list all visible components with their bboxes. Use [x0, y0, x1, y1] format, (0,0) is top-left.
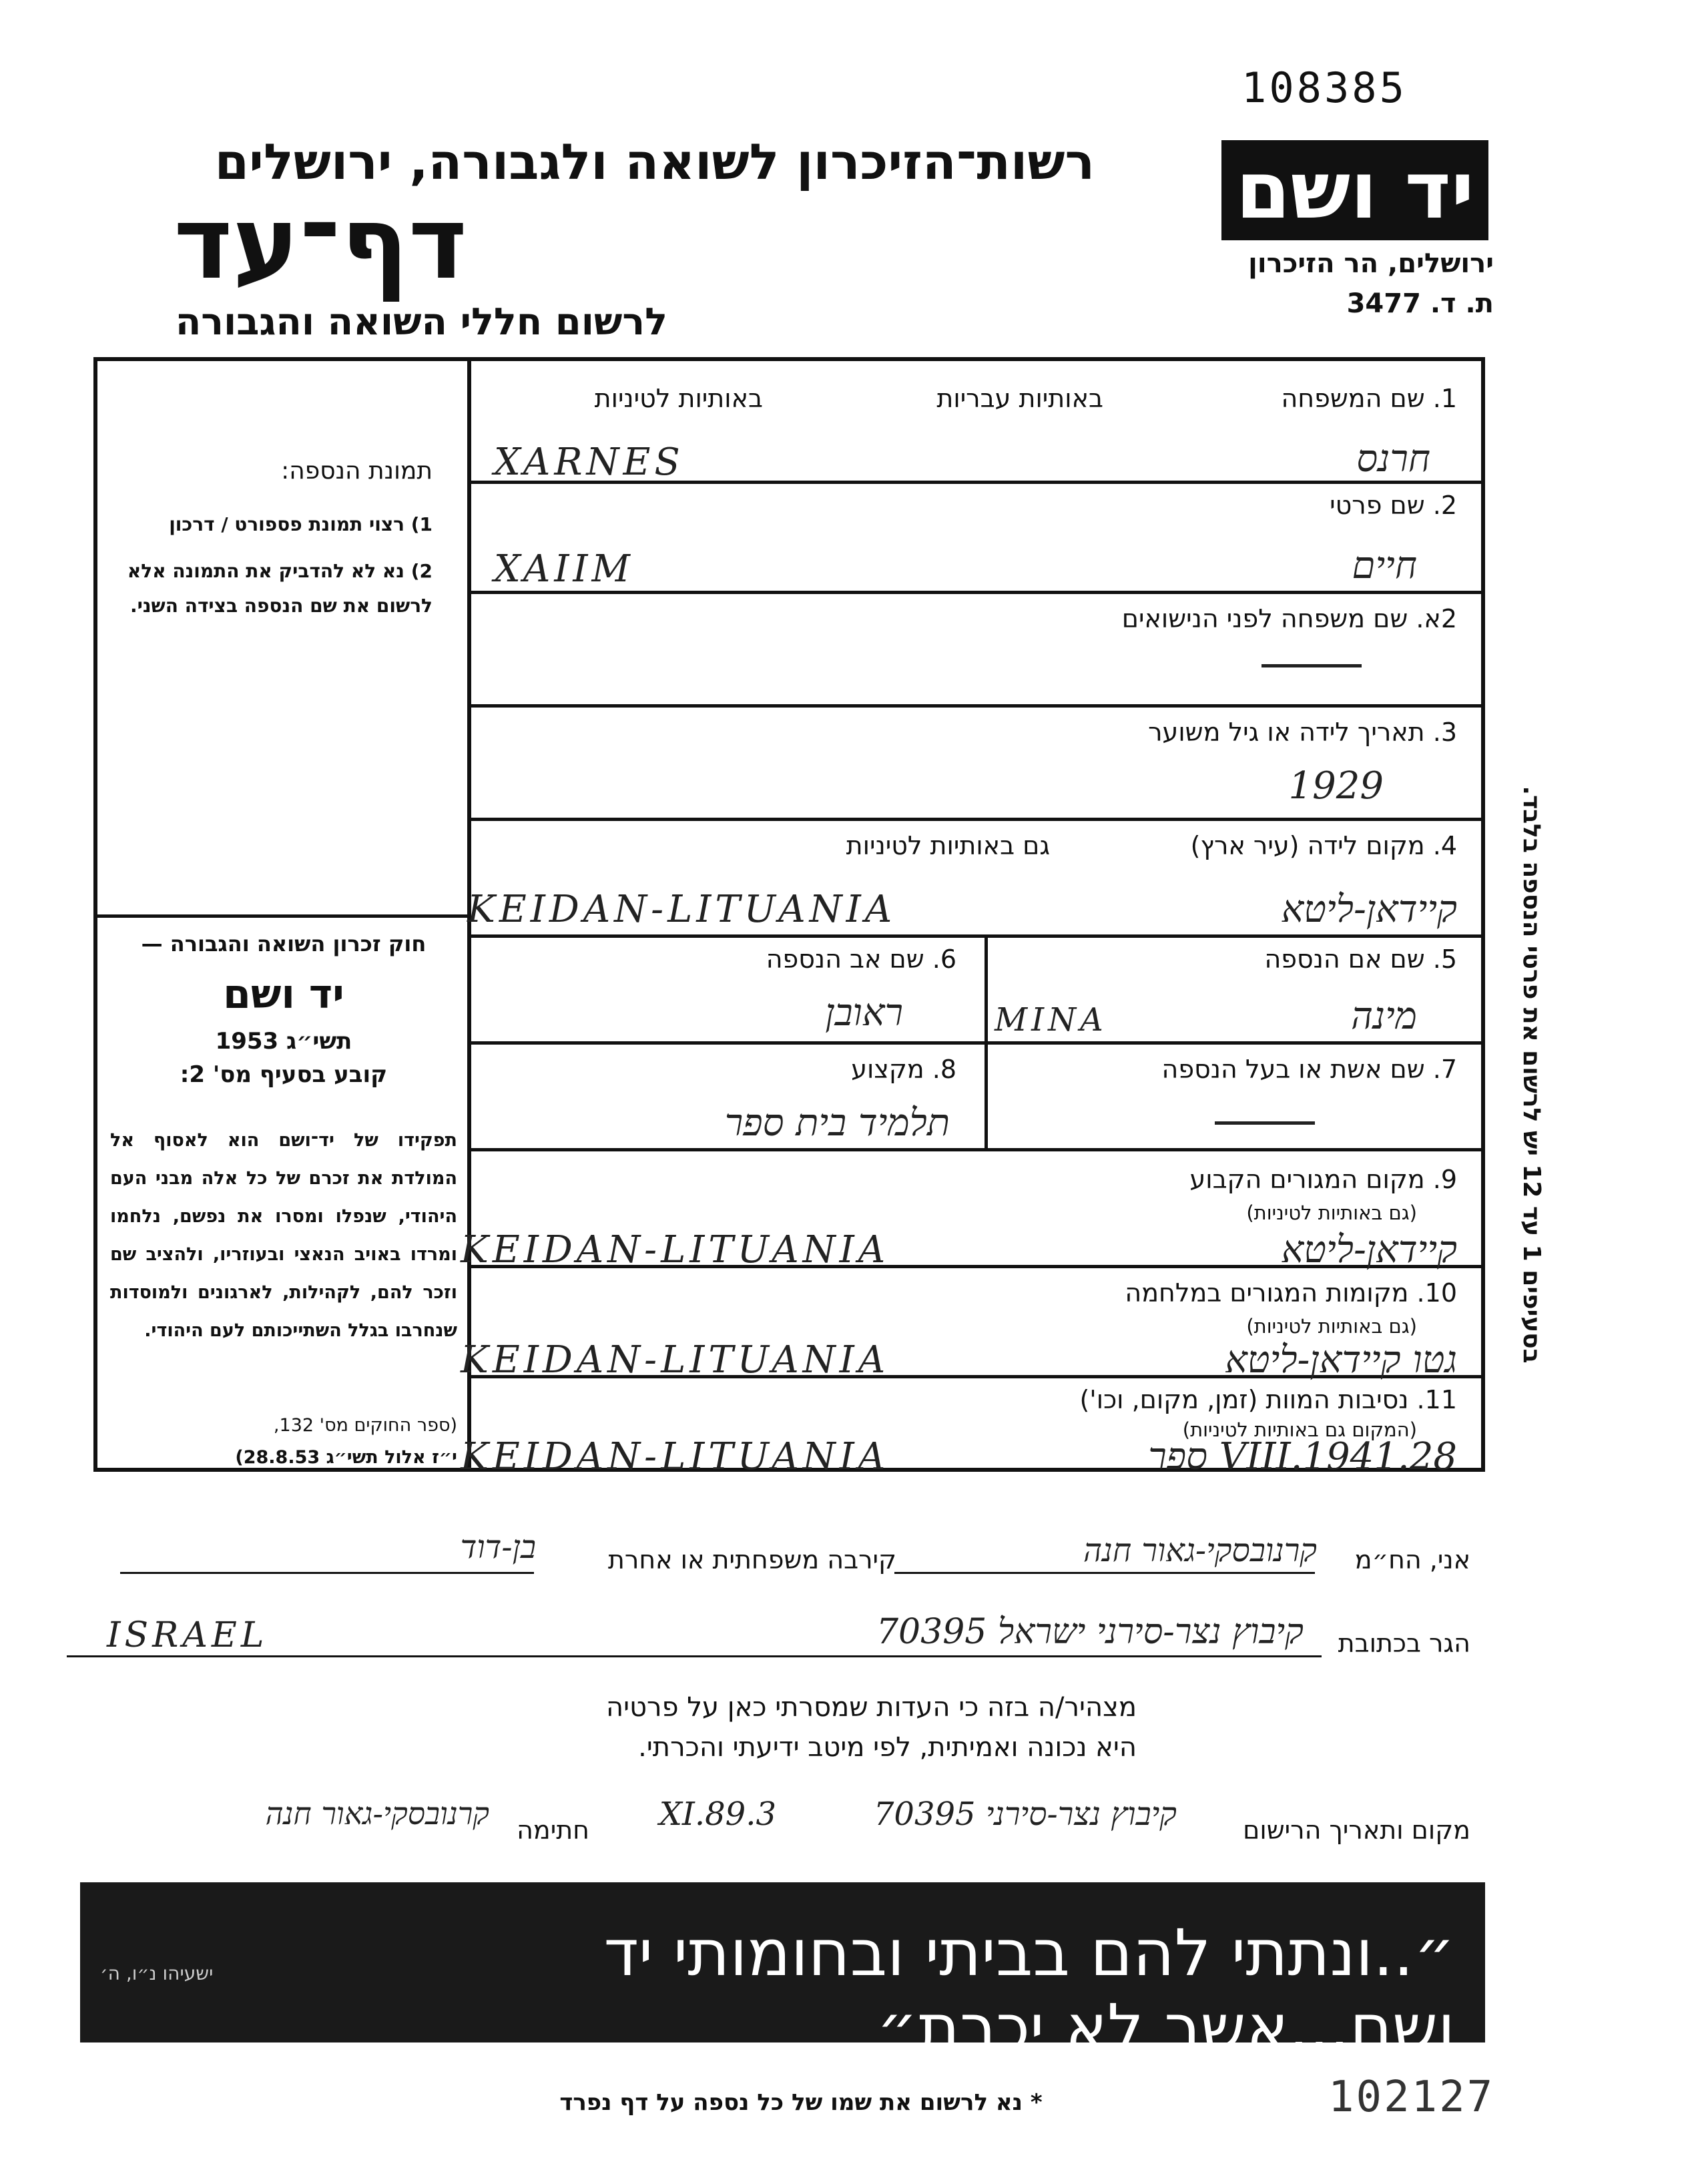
declaration-statement-2: היא נכונה ואמיתית, לפי מיטב ידיעתי והכרתי. — [638, 1732, 1137, 1763]
registration-place-date-label: מקום ותאריך הרישום — [1243, 1816, 1470, 1845]
field-5-value-hebrew: מינה — [1351, 995, 1417, 1038]
cell-divider — [985, 934, 988, 1148]
row-divider — [467, 818, 1485, 821]
field-4-sublabel: גם באותיות לטיניות — [846, 831, 1050, 860]
field-9-sublabel: (גם באותיות לטיניות) — [1246, 1201, 1417, 1224]
address-prefix: הגר בכתובת — [1338, 1629, 1470, 1658]
field-10-label: 10. מקומות המגורים במלחמה — [1125, 1278, 1457, 1308]
stamp-number: 102127 — [1328, 2073, 1495, 2122]
field-11-label: 11. נסיבות המוות (זמן, מקום, וכו') — [1079, 1385, 1457, 1414]
declaration-prefix: אני, הח״מ — [1354, 1545, 1470, 1575]
document-number: 108385 — [1241, 63, 1407, 112]
row-divider — [467, 704, 1485, 708]
declaration-statement-1: מצהיר/ה בזה כי העדות שמסרתי כאן על פרטיה — [606, 1692, 1137, 1723]
field-7-label: 7. שם אשת או בעל הנספה — [1161, 1055, 1457, 1084]
field-3-label: 3. תאריך לידה או גיל משוער — [1148, 718, 1457, 747]
relation-line — [120, 1572, 534, 1574]
row-divider — [467, 1148, 1485, 1151]
photo-note-2: 2) נא לא להדביק את התמונה אלא לרשום את שם הנספה בצידה השני. — [127, 560, 433, 617]
row-divider — [467, 934, 1485, 938]
relation-value: בן-דוד — [460, 1529, 536, 1566]
page-title: דף־עד — [174, 186, 467, 302]
logo-address-line-1: ירושלים, הר הזיכרון — [1248, 248, 1494, 279]
field-5-label: 5. שם אם הנספה — [1264, 944, 1457, 974]
field-11-value-date: 28.VIII.1941 ספר — [1148, 1435, 1457, 1478]
field-4-value-hebrew: קיידאן-ליטא — [1281, 888, 1457, 931]
photo-note-1: 1) רצוי תמונת פספורט / דרכון — [169, 513, 433, 535]
field-10-sublabel: (גם באותיות לטיניות) — [1246, 1315, 1417, 1338]
logo-address-line-2: ת. ד. 3477 — [1346, 288, 1494, 319]
law-reference-1: (ספר החוקים מס' 132, — [273, 1415, 457, 1436]
footnote: * נא לרשום את שמו של כל נספה על דף נפרד — [559, 2089, 1043, 2116]
field-1-label: 1. שם המשפחה — [1281, 384, 1457, 413]
field-9-value-hebrew: קיידאן-ליטא — [1281, 1228, 1457, 1272]
field-9-value-latin: KEIDAN-LITUANIA — [461, 1228, 890, 1272]
authority-heading: רשות־הזיכרון לשואה ולגבורה, ירושלים — [214, 133, 1095, 191]
relation-label: קירבה משפחתית או אחרת — [607, 1545, 896, 1575]
law-reference-2: י״ז אלול תשי״ג 28.8.53) — [235, 1447, 457, 1468]
field-2-value-latin: XAIIM — [494, 547, 634, 591]
field-1-value-hebrew: חרנס — [1356, 437, 1430, 481]
field-1-value-latin: XARNES — [494, 441, 684, 484]
field-9-label: 9. מקום המגורים הקבוע — [1189, 1165, 1457, 1194]
quote-source: ישעיהו נ״ו, ה׳ — [100, 1962, 214, 1984]
field-2-label: 2. שם פרטי — [1330, 491, 1457, 520]
signature: קרנובסקי-גאור חנה — [265, 1796, 489, 1832]
declarant-name-line — [894, 1572, 1315, 1574]
yad-vashem-logo: יד ושם — [1221, 140, 1488, 240]
law-title: חוק זכרון השואה והגבורה — — [141, 931, 427, 957]
law-clause: קובע בסעיף מס' 2: — [180, 1061, 388, 1088]
field-1-hebrew-column: באותיות עבריות — [936, 384, 1103, 413]
signature-label: חתימה — [517, 1816, 589, 1845]
field-3-value: 1929 — [1288, 764, 1384, 808]
address-value: קיבוץ נצר-סירני ישראל 70395 — [876, 1612, 1304, 1652]
address-country: ISRAEL — [107, 1615, 268, 1655]
field-11-sublabel: (המקום גם באותיות לטיניות) — [1182, 1418, 1417, 1441]
left-panel-divider — [93, 914, 469, 918]
declarant-name: קרנובסקי-גאור חנה — [1083, 1532, 1317, 1569]
law-year: תשי״ג 1953 — [215, 1028, 352, 1055]
field-2a-empty-dash — [1261, 664, 1362, 667]
field-8-value-hebrew: תלמיד בית ספר — [724, 1101, 950, 1145]
field-4-label: 4. מקום לידה (עיר ארץ) — [1190, 831, 1457, 860]
side-instruction: בסעיפים 1 עד 12 יש לרשום את פרטי הנספה בלבד. — [1518, 786, 1545, 1364]
address-line — [67, 1655, 1322, 1657]
field-10-value-latin: KEIDAN-LITUANIA — [461, 1338, 890, 1382]
field-4-value-latin: KEIDAN-LITUANIA — [467, 888, 896, 931]
field-10-value-hebrew: גטו קיידאן-ליטא — [1225, 1338, 1457, 1382]
field-2a-label: 2א. שם משפחה לפני הנישואים — [1121, 604, 1457, 633]
field-1-latin-column: באותיות לטיניות — [594, 384, 763, 413]
law-text: תפקידו של יד־ושם הוא לאסוף אל המולדת את זכרם של כל אלה מבני העם היהודי, שנפלו ומסרו את נפשם, נלחמו ומרדו באויב הנאצי ובעוזריו, ולהציב שם וזכר להם, לקהילות, לארגונים ולמוסדות שנחרבו בגלל השתייכותם לעם היהודי. — [110, 1130, 457, 1341]
photo-title: תמונת הנספה: — [281, 457, 433, 485]
row-divider — [467, 591, 1485, 594]
field-6-label: 6. שם אב הנספה — [766, 944, 956, 974]
field-2-value-hebrew: חיים — [1352, 544, 1417, 587]
page-subtitle: לרשום חללי השואה והגבורה — [175, 300, 667, 344]
row-divider — [467, 1041, 1485, 1045]
field-7-empty-dash — [1215, 1121, 1315, 1125]
registration-date: 3.XI.89 — [659, 1796, 776, 1833]
quote-text: ״..ונתתי להם בביתי ובחומותי יד ושם...אשר לא יכרת״ — [603, 1916, 1455, 2065]
field-5-value-latin: MINA — [995, 1001, 1107, 1039]
field-11-value-latin: KEIDAN-LITUANIA — [461, 1435, 890, 1478]
registration-place: קיבוץ נצר-סירני 70395 — [873, 1796, 1177, 1833]
law-name: יד ושם — [223, 971, 344, 1018]
field-8-label: 8. מקצוע — [851, 1055, 956, 1084]
field-6-value-hebrew: ראובן — [825, 991, 903, 1035]
